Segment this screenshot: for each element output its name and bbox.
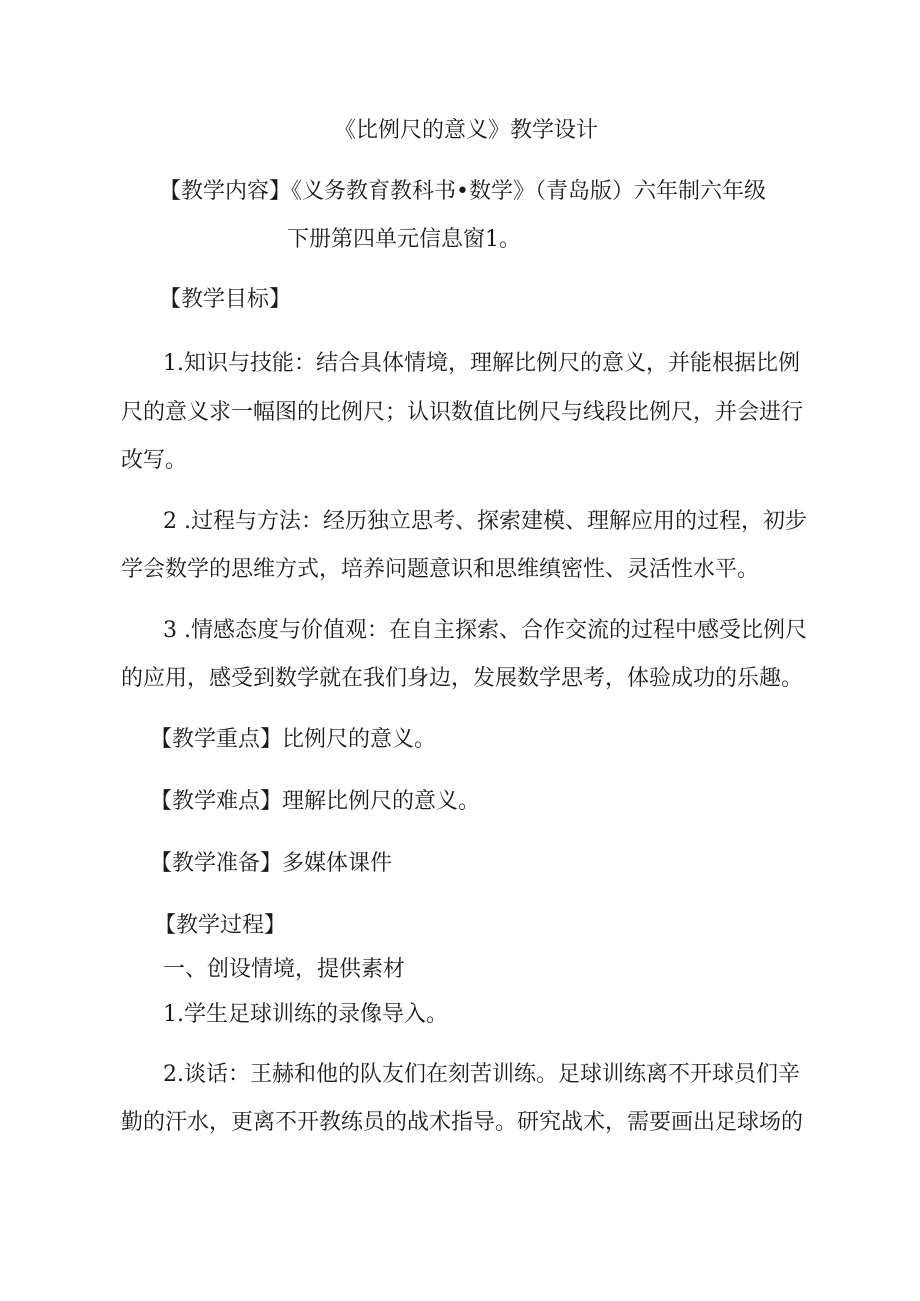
objective-1-line-3: 改写。 (121, 448, 188, 473)
step-2-line-1: 2.谈话：王赫和他的队友们在刻苦训练。足球训练离不开球员们辛 (163, 1062, 800, 1087)
process-heading: 【教学过程】 (154, 913, 287, 938)
step-2-line-2: 勤的汗水，更离不开教练员的战术指导。研究战术，需要画出足球场的 (121, 1110, 804, 1135)
objectives-heading: 【教学目标】 (159, 287, 292, 312)
section-1-heading: 一、创设情境，提供素材 (163, 957, 406, 982)
objective-3-line-2: 的应用，感受到数学就在我们身边，发展数学思考，体验成功的乐趣。 (121, 666, 804, 691)
objective-3-line-1: 3 .情感态度与价值观：在自主探索、合作交流的过程中感受比例尺 (163, 618, 807, 643)
preparation: 【教学准备】多媒体课件 (150, 851, 393, 876)
objective-1-line-1: 1.知识与技能：结合具体情境，理解比例尺的意义，并能根据比例 (163, 351, 800, 376)
step-1: 1.学生足球训练的录像导入。 (163, 1002, 448, 1027)
teaching-content-line-2: 下册第四单元信息窗1。 (287, 227, 521, 252)
objective-2-line-1: 2 .过程与方法：经历独立思考、探索建模、理解应用的过程，初步 (163, 509, 807, 534)
difficulty: 【教学难点】理解比例尺的意义。 (150, 789, 481, 814)
teaching-content-line-1: 【教学内容】《义务教育教科书•数学》（青岛版）六年制六年级 (159, 179, 766, 204)
key-point: 【教学重点】比例尺的意义。 (150, 727, 437, 752)
document-title: 《比例尺的意义》教学设计 (334, 118, 599, 143)
objective-2-line-2: 学会数学的思维方式，培养问题意识和思维缜密性、灵活性水平。 (121, 557, 760, 582)
objective-1-line-2: 尺的意义求一幅图的比例尺；认识数值比例尺与线段比例尺，并会进行 (121, 400, 804, 425)
